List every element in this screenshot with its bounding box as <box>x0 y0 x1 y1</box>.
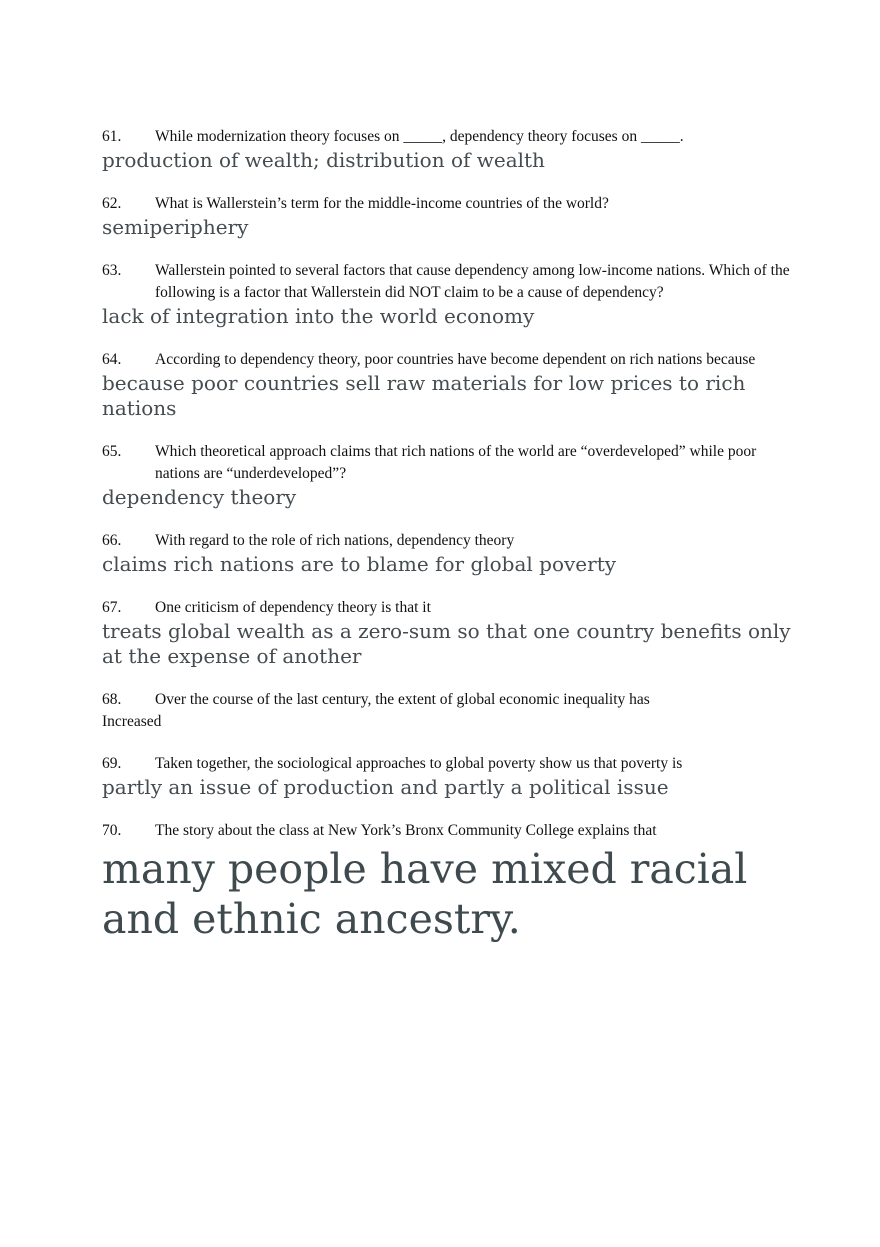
question-68 <box>102 689 802 733</box>
question-64 <box>102 349 802 421</box>
answer-text: partly an issue of production and partly a political issue <box>102 775 669 799</box>
answer-text: treats global wealth as a zero-sum so that one country benefits only at the expense of another <box>102 619 791 668</box>
question-sheet <box>102 126 802 944</box>
question-70 <box>102 820 802 944</box>
question-67 <box>102 597 802 669</box>
question-number: 62. <box>102 195 122 212</box>
question-65 <box>102 441 802 510</box>
question-number: 65. <box>102 443 122 460</box>
question-text: 62. What is Wallerstein’s term for the middle-income countries of the world? <box>102 193 802 215</box>
question-text: 63. Wallerstein pointed to several factors that cause dependency among low-income nations. Which of the following is a factor that Wallerstein did NOT claim to be a cause of dependency? <box>102 262 790 301</box>
question-number: 69. <box>102 755 122 772</box>
question-text: 65. Which theoretical approach claims that rich nations of the world are “overdeveloped” while poor nations are “underdeveloped”? <box>102 443 757 482</box>
answer-text: claims rich nations are to blame for global poverty <box>102 552 617 576</box>
question-text: 66. With regard to the role of rich nations, dependency theory <box>102 530 802 552</box>
answer-text: many people have mixed racial and ethnic ancestry. <box>102 845 748 943</box>
answer-text: semiperiphery <box>102 215 249 239</box>
answer-text: dependency theory <box>102 485 297 509</box>
question-number: 66. <box>102 532 122 549</box>
question-text: 67. One criticism of dependency theory is that it <box>102 597 802 619</box>
question-61 <box>102 126 802 173</box>
question-text: 61. While modernization theory focuses on _____, dependency theory focuses on _____. <box>102 126 802 148</box>
question-number: 68. <box>102 691 122 708</box>
question-number: 70. <box>102 822 122 839</box>
answer-text: Increased <box>102 713 162 730</box>
question-69 <box>102 753 802 800</box>
question-text: 69. Taken together, the sociological approaches to global poverty show us that poverty is <box>102 753 802 775</box>
question-text: 68. Over the course of the last century, the extent of global economic inequality has <box>102 689 802 711</box>
question-text: 70. The story about the class at New York’s Bronx Community College explains that <box>102 820 802 842</box>
answer-text: lack of integration into the world economy <box>102 304 535 328</box>
question-text: 64. According to dependency theory, poor countries have become dependent on rich nations because <box>102 349 802 371</box>
answer-text: production of wealth; distribution of wealth <box>102 148 545 172</box>
question-number: 67. <box>102 599 122 616</box>
question-66 <box>102 530 802 577</box>
question-62 <box>102 193 802 240</box>
question-63 <box>102 260 802 329</box>
answer-text: because poor countries sell raw materials for low prices to rich nations <box>102 371 746 420</box>
question-number: 63. <box>102 262 122 279</box>
question-number: 64. <box>102 351 122 368</box>
question-number: 61. <box>102 128 122 145</box>
